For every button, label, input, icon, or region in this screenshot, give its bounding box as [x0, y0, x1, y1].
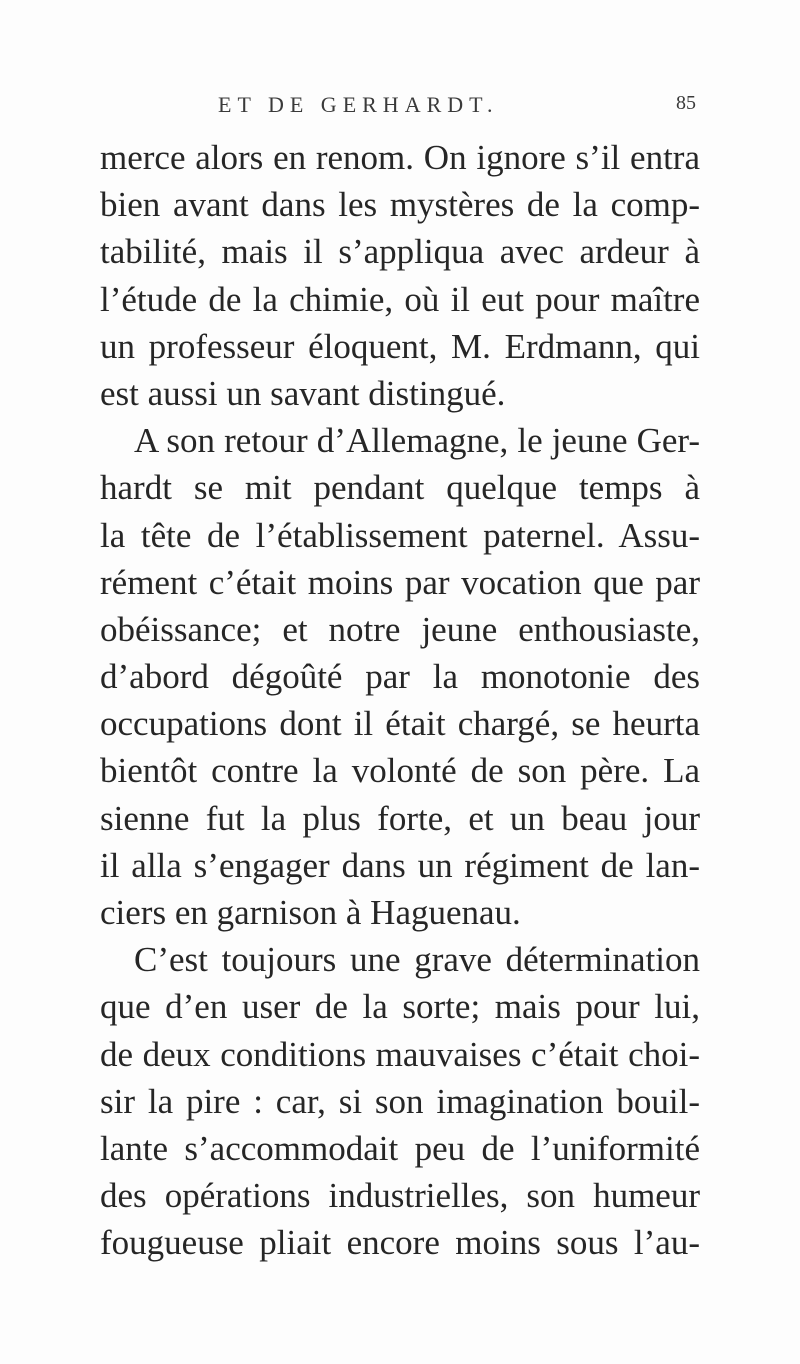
text-line: bientôt contre la volonté de son père. La — [100, 751, 700, 791]
running-title: ET DE GERHARDT. — [218, 92, 499, 117]
running-head — [0, 92, 800, 122]
text-line: A son retour d’Allemagne, le jeune Ger- — [134, 421, 700, 461]
text-line: est aussi un savant distingué. — [100, 373, 506, 413]
text-line: des opérations industrielles, son humeur — [100, 1176, 700, 1216]
text-line: sienne fut la plus forte, et un beau jour — [100, 798, 700, 838]
page-number: 85 — [676, 92, 696, 114]
text-line: bien avant dans les mystères de la comp- — [100, 185, 700, 225]
text-line: que d’en user de la sorte; mais pour lui, — [100, 987, 700, 1027]
text-line: un professeur éloquent, M. Erdmann, qui — [100, 326, 700, 366]
text-line: d’abord dégoûté par la monotonie des — [100, 657, 700, 697]
text-line: fougueuse pliait encore moins sous l’au- — [100, 1223, 700, 1263]
text-line: lante s’accommodait peu de l’uniformité — [100, 1128, 700, 1168]
text-line: ciers en garnison à Haguenau. — [100, 893, 521, 932]
text-line: C’est toujours une grave détermination — [134, 940, 700, 980]
text-line: il alla s’engager dans un régiment de lan- — [100, 845, 700, 885]
text-line: hardt se mit pendant quelque temps à — [100, 468, 700, 508]
text-line: de deux conditions mauvaises c’était choi- — [100, 1034, 700, 1074]
text-line: sir la pire : car, si son imagination bouil- — [100, 1081, 700, 1121]
text-line: tabilité, mais il s’appliqua avec ardeur à — [100, 232, 700, 272]
text-line: obéissance; et notre jeune enthousiaste, — [100, 609, 700, 649]
text-line: l’étude de la chimie, où il eut pour maître — [100, 279, 700, 319]
text-line: occupations dont il était chargé, se heurta — [100, 704, 700, 744]
text-line: la tête de l’établissement paternel. Assu- — [100, 515, 700, 555]
body-text — [100, 134, 700, 1267]
text-line: merce alors en renom. On ignore s’il entra — [100, 138, 700, 177]
text-line: rément c’était moins par vocation que par — [100, 562, 700, 602]
